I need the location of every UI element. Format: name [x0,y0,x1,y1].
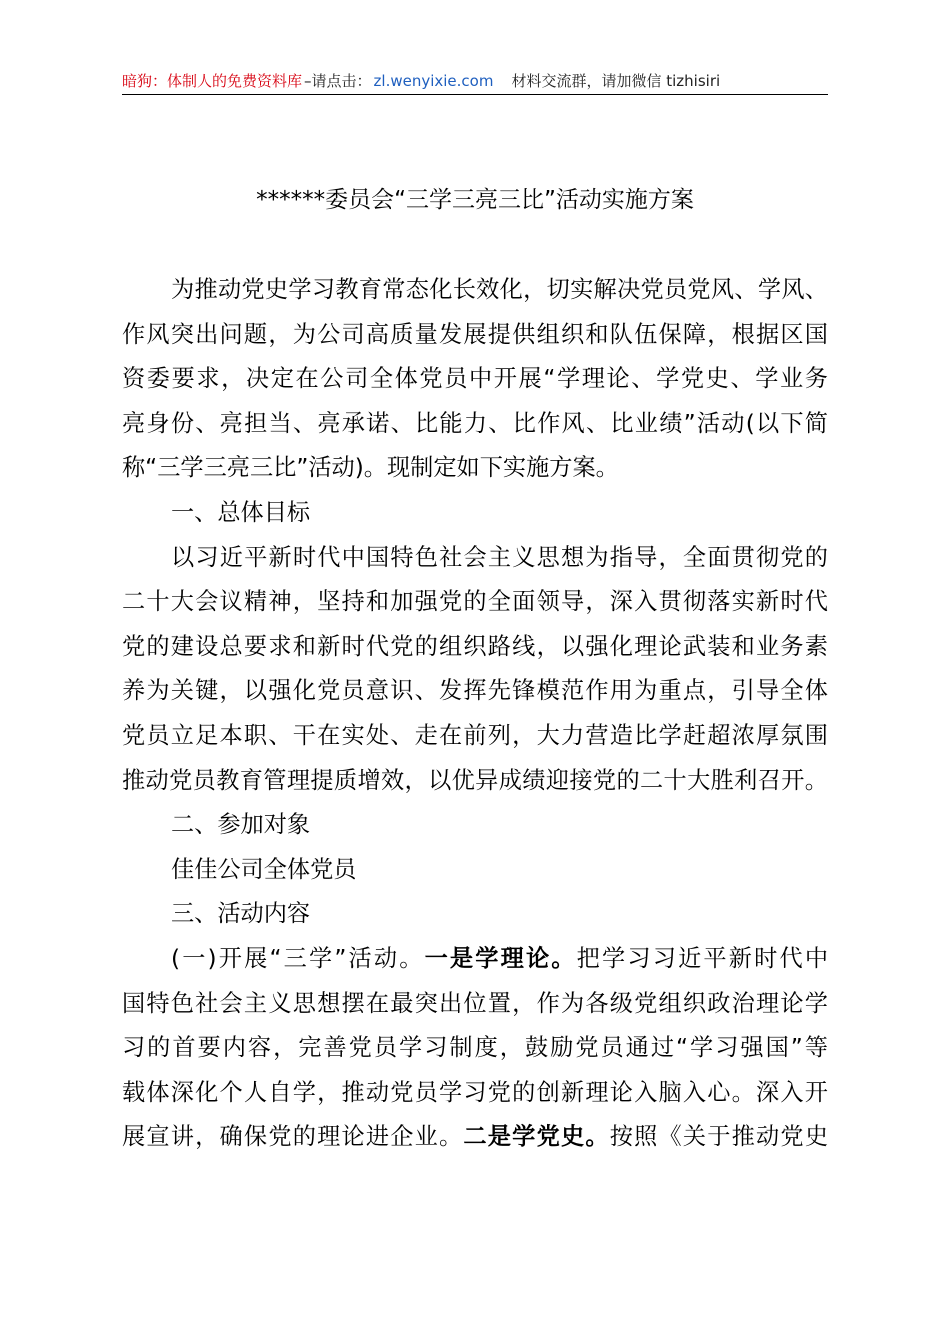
body-line-text: 三、活动内容 [171,900,311,928]
body-line [122,937,828,982]
body-line [122,625,828,670]
body-line [122,669,828,714]
body-line [122,268,828,313]
body-line-text: 一、总体目标 [171,498,311,526]
body-line-text: 称“三学三亮三比”活动)。现制定如下实施方案。 [122,454,619,482]
body-line-text: 推动党员教育管理提质增效，以优异成绩迎接党的二十大胜利召开。 [122,766,828,794]
body-line [122,982,828,1027]
body-line-text: 展宣讲，确保党的理论进企业。 [122,1123,464,1151]
body-line [122,580,828,625]
body-line-text: 亮身份、亮担当、亮承诺、比能力、比作风、比业绩”活动(以下简 [122,409,828,437]
header-brand: 暗狗：体制人的免费资料库 [122,72,303,90]
header-divider [122,94,828,95]
body-line [122,357,828,402]
body-line [122,759,828,804]
body-line-text: 载体深化个人自学，推动党员学习党的创新理论入脑入心。深入开 [122,1078,828,1106]
body-line [122,491,828,536]
body-line-text: 作风突出问题，为公司高质量发展提供组织和队伍保障，根据区国 [122,320,828,348]
body-line-bold-text: 一是学理论。 [424,944,577,972]
body-line [122,1026,828,1071]
body-line-text: 二、参加对象 [171,811,311,839]
body-line [122,1071,828,1116]
body-line [122,803,828,848]
body-line-text: 二十大会议精神，坚持和加强党的全面领导，深入贯彻落实新时代 [122,588,828,616]
body-line [122,714,828,759]
body-line-text: 以习近平新时代中国特色社会主义思想为指导，全面贯彻党的 [171,543,828,571]
header-note: 材料交流群，请加微信 tizhisiri [511,72,721,90]
body-line-text: 佳佳公司全体党员 [171,855,357,883]
body-line-text: 为推动党史学习教育常态化长效化，切实解决党员党风、学风、 [171,276,828,303]
body-line [122,848,828,893]
body-line [122,892,828,937]
body-line-text: (一)开展“三学”活动。 [171,944,425,972]
body-line [122,446,828,491]
body-line-text-continued: 把学习习近平新时代中 [576,944,829,972]
document-title: ******委员会“三学三亮三比”活动实施方案 [256,187,694,213]
body-line-text: 国特色社会主义思想摆在最突出位置，作为各级党组织政治理论学 [122,989,828,1017]
body-line-text: 资委要求，决定在公司全体党员中开展“学理论、学党史、学业务 [122,365,828,393]
header-prompt: –请点击： [304,72,372,90]
body-line-text: 习的首要内容，完善党员学习制度，鼓励党员通过“学习强国”等 [122,1034,828,1062]
body-line [122,402,828,447]
body-line-bold-text: 二是学党史。 [463,1123,610,1151]
header-link[interactable]: zl.wenyixie.com [373,72,494,90]
body-line-text: 党的建设总要求和新时代党的组织路线，以强化理论武装和业务素 [122,632,828,660]
body-line-text-continued: 按照《关于推动党史 [609,1123,829,1151]
body-line-text: 党员立足本职、干在实处、走在前列，大力营造比学赶超浓厚氛围 [122,721,828,749]
body-line-text: 养为关键，以强化党员意识、发挥先锋模范作用为重点，引导全体 [122,677,828,705]
page-header [122,70,828,92]
body-line [122,313,828,358]
document-body [122,268,828,1160]
body-line [122,1115,828,1160]
body-line [122,536,828,581]
